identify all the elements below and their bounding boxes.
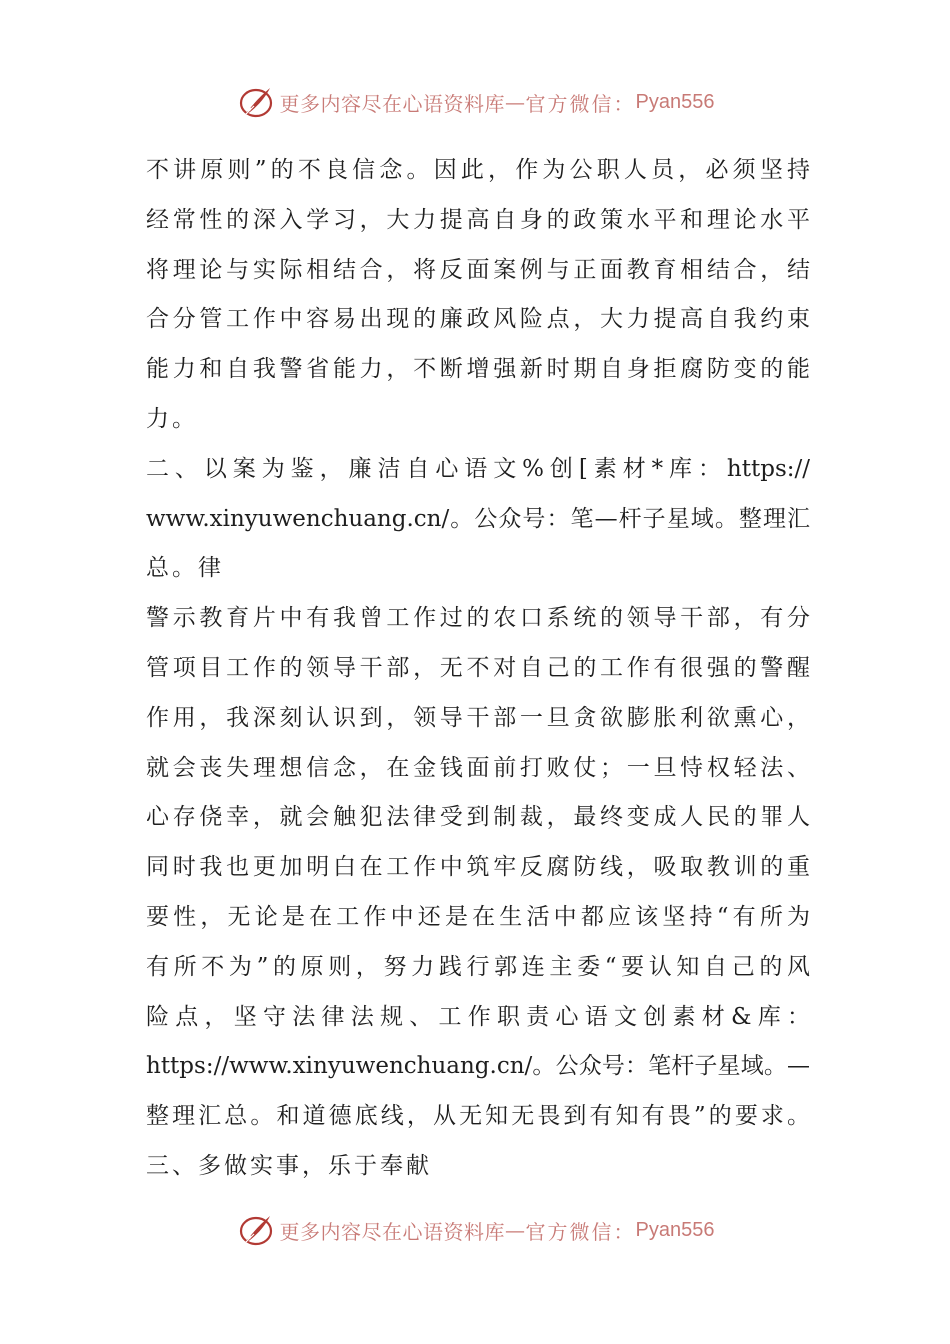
body-line-12: 作用，我深刻认识到，领导干部一旦贪欲膨胀利欲熏心， [146,704,810,731]
body-line-2: 经常性的深入学习，大力提高自身的政策水平和理论水平 [146,206,810,233]
separator-dash: — [505,90,526,114]
wechat-id: Pyan556 [635,1218,715,1241]
body-line-8: www.xinyuwenchuang.cn/。公众号：笔—杆子星域。整理汇 [146,505,810,532]
brand-text: 更多内容尽在心语资料库 [279,91,506,116]
separator-dash: — [505,1218,526,1242]
body-line-19: https://www.xinyuwenchuang.cn/。公众号：笔杆子星域。— [146,1053,810,1080]
wechat-label: 官方微信： [525,1219,636,1244]
body-line-20: 整理汇总。和道德底线，从无知无畏到有知有畏”的要求。 [146,1103,810,1130]
document-body [146,146,810,1192]
body-line-14: 心存侥幸，就会触犯法律受到制裁，最终变成人民的罪人 [146,804,810,831]
body-line-6: 力。 [146,405,198,432]
body-line-5: 能力和自我警省能力，不断增强新时期自身拒腐防变的能 [146,356,810,383]
body-line-4: 合分管工作中容易出现的廉政风险点，大力提高自我约束 [146,306,810,333]
quill-pen-logo-icon [236,1210,276,1250]
wechat-label: 官方微信： [525,91,636,116]
wechat-id: Pyan556 [635,90,715,113]
body-line-13: 就会丧失理想信念，在金钱面前打败仗；一旦恃权轻法、 [146,754,810,781]
body-line-3: 将理论与实际相结合，将反面案例与正面教育相结合，结 [146,256,810,283]
footer-watermark-banner [0,1208,950,1252]
brand-text: 更多内容尽在心语资料库 [279,1219,506,1244]
body-line-9: 总。律 [146,555,224,582]
body-line-15: 同时我也更加明白在工作中筑牢反腐防线，吸取教训的重 [146,854,810,881]
section-heading-3: 三、多做实事，乐于奉献 [146,1152,432,1179]
header-watermark-banner [0,80,950,124]
body-line-11: 管项目工作的领导干部，无不对自己的工作有很强的警醒 [146,654,810,681]
body-line-17: 有所不为”的原则，努力践行郭连主委“要认知自己的风 [146,953,810,980]
body-line-1: 不讲原则”的不良信念。因此，作为公职人员，必须坚持 [146,157,810,183]
body-line-16: 要性，无论是在工作中还是在生活中都应该坚持“有所为 [146,903,810,930]
body-line-10: 警示教育片中有我曾工作过的农口系统的领导干部，有分 [146,605,810,632]
section-heading-2: 二、以案为鉴，廉洁自心语文%创[素材*库：https:// [146,455,810,482]
body-line-18: 险点，坚守法律法规、工作职责心语文创素材&库： [146,1003,810,1030]
quill-pen-logo-icon [236,82,276,122]
